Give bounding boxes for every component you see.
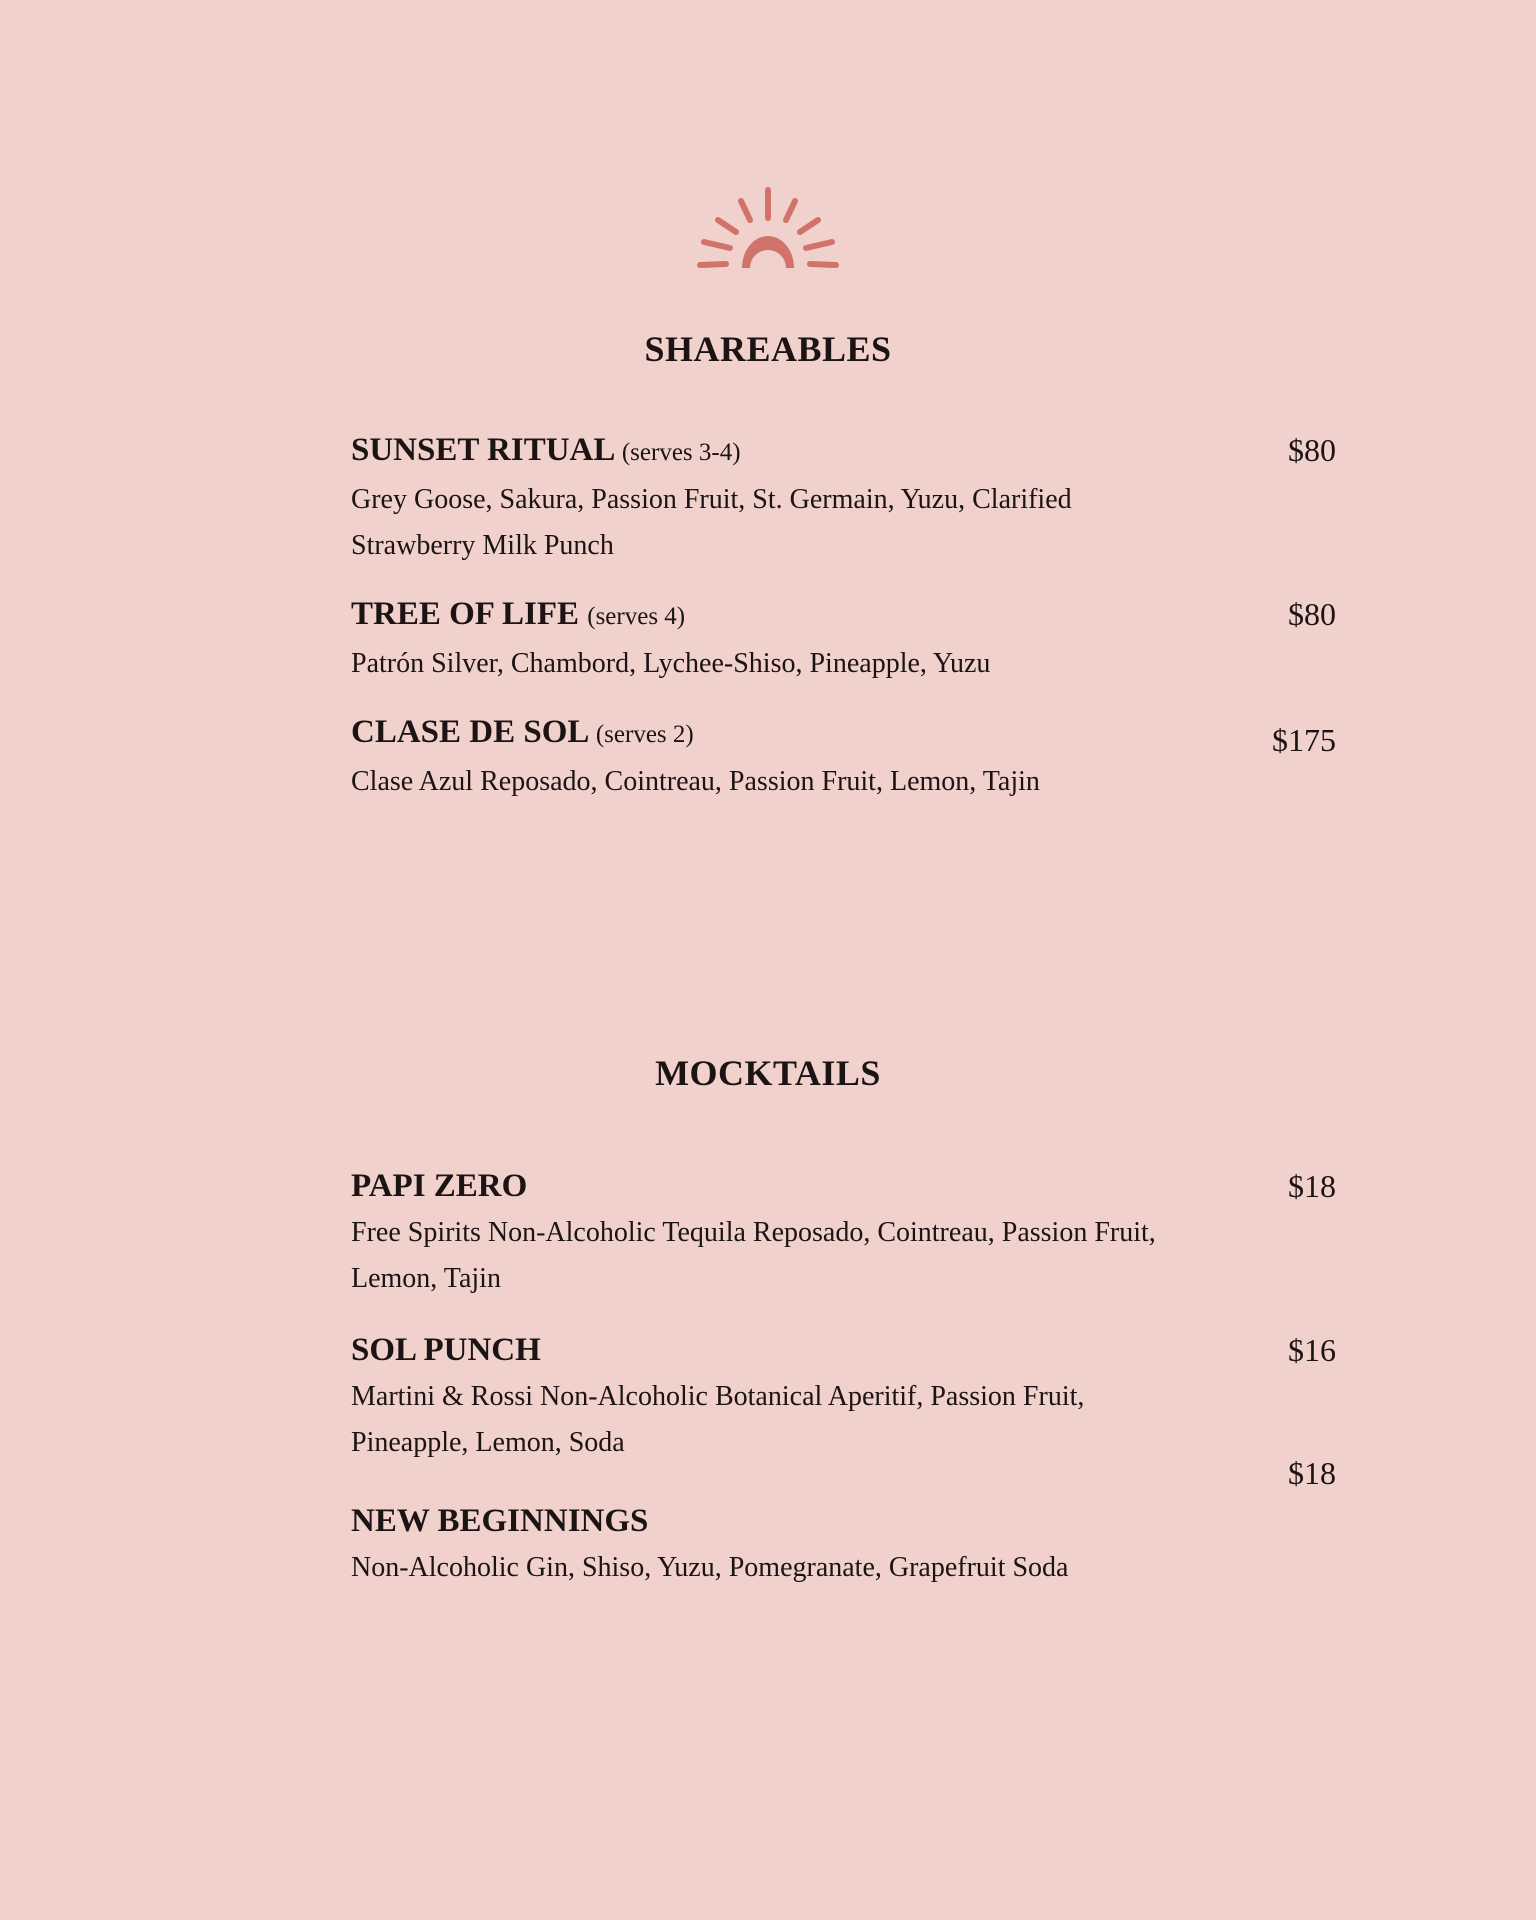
item-name: TREE OF LIFE: [351, 596, 579, 632]
menu-item-tree-of-life: [351, 594, 1336, 687]
item-serves: (serves 2): [595, 721, 694, 748]
item-description: Patrón Silver, Chambord, Lychee-Shiso, Pineapple, Yuzu: [351, 648, 991, 679]
menu-item-sunset-ritual: [351, 430, 1336, 569]
menu-item-papi-zero: [351, 1166, 1336, 1302]
item-description: Grey Goose, Sakura, Passion Fruit, St. Germain, Yuzu, Clarified Strawberry Milk Punch: [351, 484, 1072, 561]
menu-item-new-beginnings: [351, 1455, 1336, 1591]
section-title-mocktails: MOCKTAILS: [655, 1053, 881, 1093]
item-price: $80: [1288, 596, 1336, 632]
item-price: $175: [1272, 722, 1336, 758]
item-name: SUNSET RITUAL: [351, 432, 614, 468]
item-description: Martini & Rossi Non-Alcoholic Botanical Aperitif, Passion Fruit, Pineapple, Lemon, Soda: [351, 1381, 1085, 1458]
item-description: Free Spirits Non-Alcoholic Tequila Reposado, Cointreau, Passion Fruit, Lemon, Tajin: [351, 1217, 1156, 1294]
item-description: Non-Alcoholic Gin, Shiso, Yuzu, Pomegranate, Grapefruit Soda: [351, 1552, 1069, 1583]
sunrise-icon: [696, 186, 840, 270]
item-price: $18: [1288, 1168, 1336, 1204]
menu-item-clase-de-sol: [351, 712, 1336, 805]
section-title-shareables: SHAREABLES: [644, 329, 892, 369]
menu-item-sol-punch: [351, 1330, 1336, 1466]
item-name: CLASE DE SOL: [351, 714, 588, 750]
item-name-line: [351, 594, 1336, 637]
item-serves: (serves 3-4): [621, 439, 741, 466]
item-name-line: [351, 430, 1336, 473]
item-serves: (serves 4): [587, 603, 686, 630]
item-name: PAPI ZERO: [351, 1168, 528, 1204]
item-price: $80: [1288, 432, 1336, 468]
item-name-line: [351, 712, 1336, 755]
item-price: $16: [1288, 1332, 1336, 1368]
item-name: NEW BEGINNINGS: [351, 1503, 649, 1539]
item-description: Clase Azul Reposado, Cointreau, Passion Fruit, Lemon, Tajin: [351, 766, 1040, 797]
item-name: SOL PUNCH: [351, 1332, 541, 1368]
item-price: $18: [1288, 1455, 1336, 1491]
